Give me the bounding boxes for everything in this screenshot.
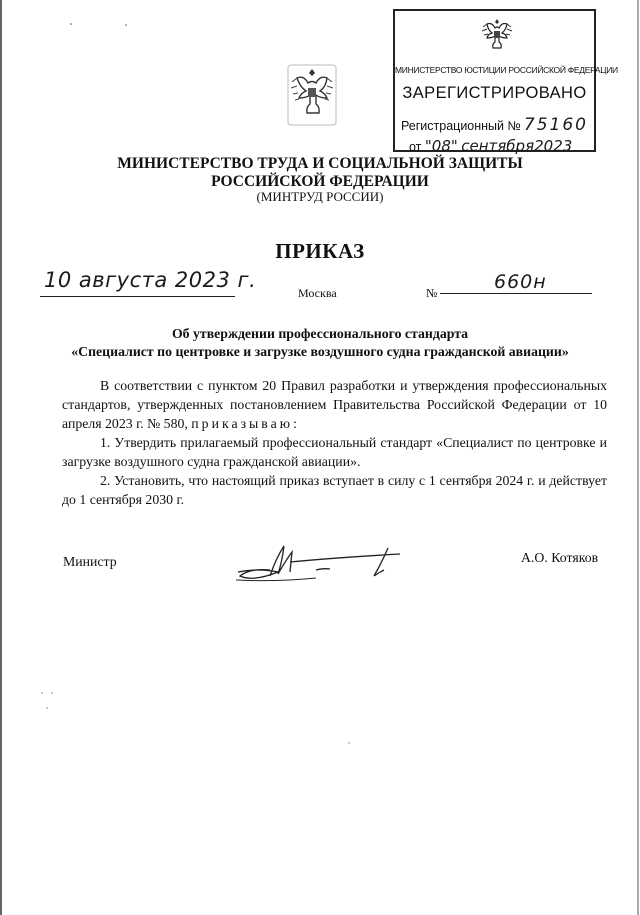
- stamp-reg-number: 75160: [523, 115, 589, 135]
- coat-of-arms-icon: [287, 64, 337, 126]
- order-item-1: 1. Утвердить прилагаемый профессиональный стандарт «Специалист по центровке и загрузке воздушного судна гражданской авиации».: [62, 435, 607, 469]
- number-underline: [440, 293, 592, 294]
- order-number-sign: №: [426, 286, 438, 300]
- ministry-title-line2: РОССИЙСКОЙ ФЕДЕРАЦИИ: [211, 173, 429, 190]
- stamp-registered-label: ЗАРЕГИСТРИРОВАНО: [402, 84, 587, 102]
- ministry-title-line1: МИНИСТЕРСТВО ТРУДА И СОЦИАЛЬНОЙ ЗАЩИТЫ: [117, 155, 523, 172]
- order-date-handwritten: 10 августа 2023 г.: [44, 268, 257, 292]
- signer-position: Министр: [63, 554, 117, 569]
- stamp-date-from: от: [409, 140, 422, 154]
- order-subject-line2: «Специалист по центровке и загрузке воздушного судна гражданской авиации»: [71, 344, 569, 359]
- stamp-date-day: "08": [424, 137, 458, 155]
- order-subject-line1: Об утверждении профессионального стандарта: [171, 326, 469, 341]
- date-underline: [40, 296, 235, 297]
- stamp-registration-number: [401, 115, 588, 135]
- stamp-date-month: сентября: [461, 137, 535, 155]
- registration-stamp: [393, 9, 618, 155]
- handwritten-signature: [232, 540, 402, 590]
- stamp-date-year: 2023: [534, 137, 573, 155]
- document-type-title: ПРИКАЗ: [275, 239, 365, 263]
- order-word: приказываю:: [191, 416, 300, 431]
- order-item-2: 2. Установить, что настоящий приказ вступает в силу с 1 сентября 2024 г. и действует до 1 сентября 2030 г.: [62, 473, 607, 507]
- preamble-text: В соответствии с пунктом 20 Правил разработки и утверждения профессиональных стандартов, утвержденных постановлением Правительства Российской Федерации от 10 апреля 2023 г. № 580,: [62, 378, 607, 431]
- order-city: Москва: [298, 286, 337, 300]
- order-body: [62, 376, 607, 509]
- order-preamble: [62, 376, 607, 433]
- order-number-handwritten: 660н: [494, 271, 547, 293]
- stamp-ministry-name: МИНИСТЕРСТВО ЮСТИЦИИ РОССИЙСКОЙ ФЕДЕРАЦИИ: [395, 65, 618, 75]
- ministry-abbreviation: (МИНТРУД РОССИИ): [256, 189, 384, 204]
- stamp-reg-label: Регистрационный №: [401, 119, 521, 133]
- stamp-registration-date: [409, 137, 572, 155]
- order-subject: [0, 325, 640, 361]
- ministry-title: [0, 155, 640, 191]
- eagle-emblem-icon: [479, 15, 515, 55]
- signer-name: А.О. Котяков: [521, 550, 599, 565]
